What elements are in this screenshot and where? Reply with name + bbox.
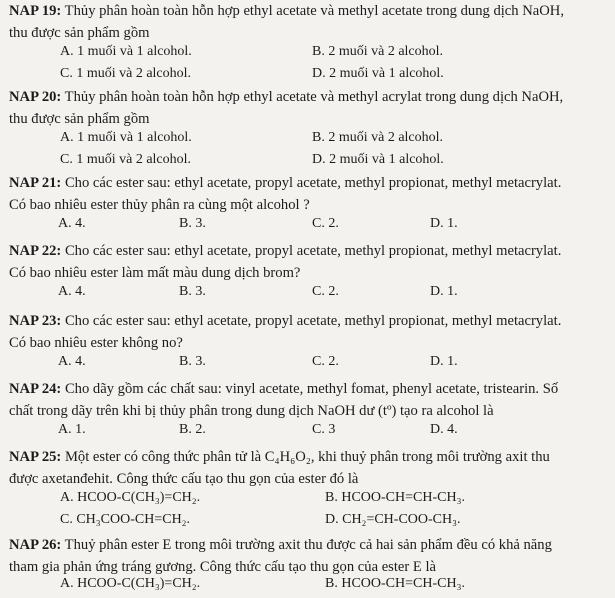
options-row-1: [60, 490, 600, 512]
option-c: C. 2.: [312, 354, 339, 369]
options-row: [58, 284, 598, 306]
option-b: B. 2 muối và 2 alcohol.: [312, 44, 444, 59]
option-d: D. 2 muối và 1 alcohol.: [312, 66, 444, 81]
question-number: NAP 19:: [9, 3, 62, 19]
option-c: C. 2.: [312, 216, 339, 231]
question-19: [9, 0, 611, 44]
question-stem-line1: Cho dãy gồm các chất sau: vinyl acetate, methyl fomat, phenyl acetate, tristearin. Số: [61, 381, 559, 397]
options-row: [58, 422, 598, 444]
question-stem-line2: Có bao nhiêu ester không no?: [9, 335, 183, 351]
question-24: [9, 378, 611, 422]
option-d: D. 2 muối và 1 alcohol.: [312, 152, 444, 167]
question-stem-line1: Thủy phân hoàn toàn hỗn hợp ethyl acetate và methyl acrylat trong dung dịch NaOH,: [61, 89, 564, 105]
question-stem-line1: Cho các ester sau: ethyl acetate, propyl acetate, methyl propionat, methyl metacrylat.: [61, 313, 562, 329]
option-b: B. 3.: [179, 354, 206, 369]
options-row: [58, 216, 598, 238]
options-row-2: [60, 66, 600, 88]
option-a: A. 1 muối và 1 alcohol.: [60, 130, 192, 145]
question-stem-line1: Cho các ester sau: ethyl acetate, propyl acetate, methyl propionat, methyl metacrylat.: [61, 175, 562, 191]
option-c: C. 1 muối và 2 alcohol.: [60, 152, 192, 167]
question-number: NAP 25:: [9, 449, 62, 465]
option-a: A. 1 muối và 1 alcohol.: [60, 44, 192, 59]
option-d: D. 1.: [430, 284, 458, 299]
question-stem-line1: Thủy phân hoàn toàn hỗn hợp ethyl acetate và methyl acetate trong dung dịch NaOH,: [61, 3, 564, 19]
option-a: A. 4.: [58, 284, 86, 299]
question-stem-line2: thu được sản phẩm gồm: [9, 25, 150, 41]
options-row-2: [60, 152, 600, 174]
question-stem-line2: chất trong dãy trên khi bị thủy phân trong dung dịch NaOH dư (tº) tạo ra alcohol là: [9, 403, 494, 419]
option-b: B. HCOO-CH=CH-CH₃.: [325, 576, 465, 591]
option-b: B. 2.: [179, 422, 206, 437]
question-25: [9, 446, 611, 490]
question-22: [9, 240, 611, 284]
question-number: NAP 20:: [9, 89, 62, 105]
options-row-1: [60, 576, 600, 598]
question-number: NAP 23:: [9, 313, 62, 329]
question-stem-line1: Thuỷ phân ester E trong môi trường axit thu được cả hai sản phẩm đều có khả năng: [61, 537, 552, 553]
option-a: A. HCOO-C(CH₃)=CH₂.: [60, 490, 201, 505]
question-number: NAP 26:: [9, 537, 62, 553]
option-b: B. 3.: [179, 284, 206, 299]
options-row-2: [60, 512, 600, 534]
question-stem-line2: thu được sản phẩm gồm: [9, 111, 150, 127]
option-a: A. 4.: [58, 216, 86, 231]
question-number: NAP 22:: [9, 243, 62, 259]
question-23: [9, 310, 611, 354]
question-number: NAP 21:: [9, 175, 62, 191]
question-stem-line1: Một ester có công thức phân tử là C₄H₆O₂, khi thuỷ phân trong môi trường axit thu: [61, 449, 550, 465]
question-20: [9, 86, 611, 130]
option-d: D. CH₂=CH-COO-CH₃.: [325, 512, 461, 527]
question-26: [9, 534, 611, 578]
option-c: C. 2.: [312, 284, 339, 299]
question-stem-line2: được axetanđehit. Công thức cấu tạo thu gọn của ester đó là: [9, 471, 359, 487]
options-row: [58, 354, 598, 376]
question-number: NAP 24:: [9, 381, 62, 397]
option-b: B. HCOO-CH=CH-CH₃.: [325, 490, 465, 505]
question-21: [9, 172, 611, 216]
question-stem-line2: Có bao nhiêu ester thủy phân ra cùng một alcohol ?: [9, 197, 310, 213]
option-b: B. 3.: [179, 216, 206, 231]
option-d: D. 1.: [430, 216, 458, 231]
option-d: D. 1.: [430, 354, 458, 369]
option-a: A. 4.: [58, 354, 86, 369]
option-d: D. 4.: [430, 422, 458, 437]
option-b: B. 2 muối và 2 alcohol.: [312, 130, 444, 145]
option-c: C. 1 muối và 2 alcohol.: [60, 66, 192, 81]
options-row-1: [60, 44, 600, 66]
option-a: A. HCOO-C(CH₃)=CH₂.: [60, 576, 201, 591]
option-c: C. CH₃COO-CH=CH₂.: [60, 512, 191, 527]
question-stem-line2: tham gia phản ứng tráng gương. Công thức cấu tạo thu gọn của ester E là: [9, 559, 436, 575]
question-stem-line1: Cho các ester sau: ethyl acetate, propyl acetate, methyl propionat, methyl metacrylat.: [61, 243, 562, 259]
option-c: C. 3: [312, 422, 336, 437]
question-stem-line2: Có bao nhiêu ester làm mất màu dung dịch brom?: [9, 265, 301, 281]
options-row-1: [60, 130, 600, 152]
option-a: A. 1.: [58, 422, 86, 437]
